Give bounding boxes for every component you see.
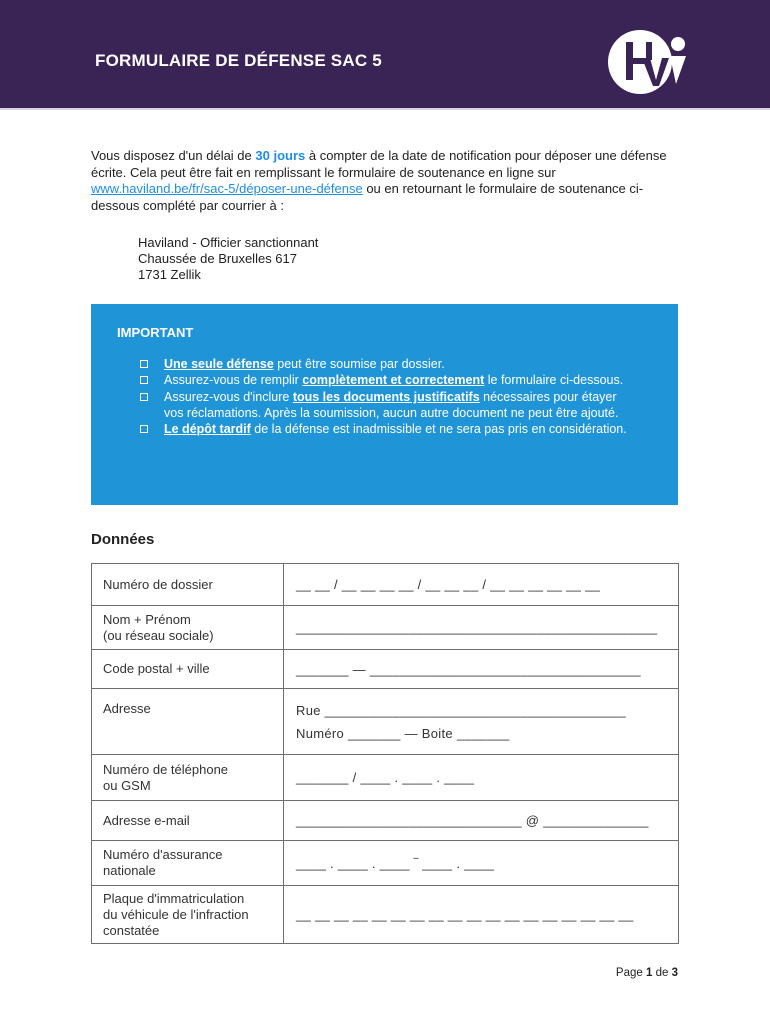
file-number-field[interactable]: __ __ / __ __ __ __ / __ __ __ / __ __ __ __ __ __ — [284, 564, 679, 606]
row-label: Numéro de téléphone ou GSM — [92, 755, 284, 801]
address-field[interactable]: Rue ________________________________________ Numéro _______ — Boite _______ — [284, 689, 679, 755]
important-title: IMPORTANT — [117, 325, 194, 340]
postal-address — [138, 235, 318, 283]
important-list — [139, 356, 629, 437]
page-number: Page 1 de 3 — [615, 967, 678, 979]
intro-text-1: Vous disposez d'un délai de — [91, 148, 256, 163]
form-title: FORMULAIRE DE DÉFENSE SAC 5 — [95, 51, 382, 70]
postal-city-field[interactable]: _______ — ____________________________________ — [284, 650, 679, 689]
form-row-national-number — [92, 841, 679, 886]
address-line-2: Chaussée de Bruxelles 617 — [138, 251, 297, 266]
name-field[interactable]: ________________________________________________ — [284, 606, 679, 650]
haviland-logo — [606, 24, 690, 96]
intro-paragraph — [91, 148, 681, 214]
checkbox-bullet-icon — [140, 360, 148, 368]
email-field[interactable]: ______________________________ @ ______________ — [284, 801, 679, 841]
page-header — [0, 0, 770, 110]
address-line-3: 1731 Zellik — [138, 267, 201, 282]
row-label: Plaque d'immatriculation du véhicule de l'infraction constatée — [92, 886, 284, 944]
plate-field[interactable]: __ __ __ __ __ __ __ __ __ __ __ __ __ __ __ __ __ __ — [284, 886, 679, 944]
row-label: Numéro de dossier — [92, 564, 284, 606]
form-row-name — [92, 606, 679, 650]
form-row-postal-city — [92, 650, 679, 689]
intro-text-3: ou en retournant le formulaire de soutenance ci-dessous complété par courrier à : — [91, 181, 644, 213]
form-row-address — [92, 689, 679, 755]
section-title-donnees: Données — [91, 531, 155, 548]
checkbox-bullet-icon — [140, 393, 148, 401]
row-label: Numéro d'assurance nationale — [92, 841, 284, 886]
form-row-email — [92, 801, 679, 841]
important-item: Le dépôt tardif de la défense est inadmissible et ne sera pas pris en considération. — [139, 421, 629, 437]
online-form-link[interactable]: www.haviland.be/fr/sac-5/déposer-une-défense — [91, 181, 363, 196]
important-notice-box — [91, 304, 678, 505]
data-form-table — [91, 563, 679, 944]
form-row-plate — [92, 886, 679, 944]
national-number-field[interactable]: ____ . ____ . ____ ‾ ____ . ____ — [284, 841, 679, 886]
checkbox-bullet-icon — [140, 376, 148, 384]
deadline-days: 30 jours — [255, 148, 306, 163]
row-label: Code postal + ville — [92, 650, 284, 689]
phone-field[interactable]: _______ / ____ . ____ . ____ — [284, 755, 679, 801]
row-label: Adresse — [92, 689, 284, 755]
important-item: Assurez-vous d'inclure tous les documents justificatifs nécessaires pour étayer vos réclamations. Après la soumission, aucun autre document ne peut être ajouté. — [139, 389, 629, 422]
intro-text-2: à compter de la date de notification pour déposer une défense écrite. Cela peut être fait en remplissant le formulaire de soutenance en ligne sur — [91, 148, 667, 180]
important-item: Une seule défense peut être soumise par dossier. — [139, 356, 629, 372]
form-row-file-number — [92, 564, 679, 606]
row-label: Adresse e-mail — [92, 801, 284, 841]
checkbox-bullet-icon — [140, 425, 148, 433]
row-label: Nom + Prénom (ou réseau sociale) — [92, 606, 284, 650]
important-item: Assurez-vous de remplir complètement et correctement le formulaire ci-dessous. — [139, 372, 629, 388]
address-line-1: Haviland - Officier sanctionnant — [138, 235, 319, 250]
form-row-phone — [92, 755, 679, 801]
